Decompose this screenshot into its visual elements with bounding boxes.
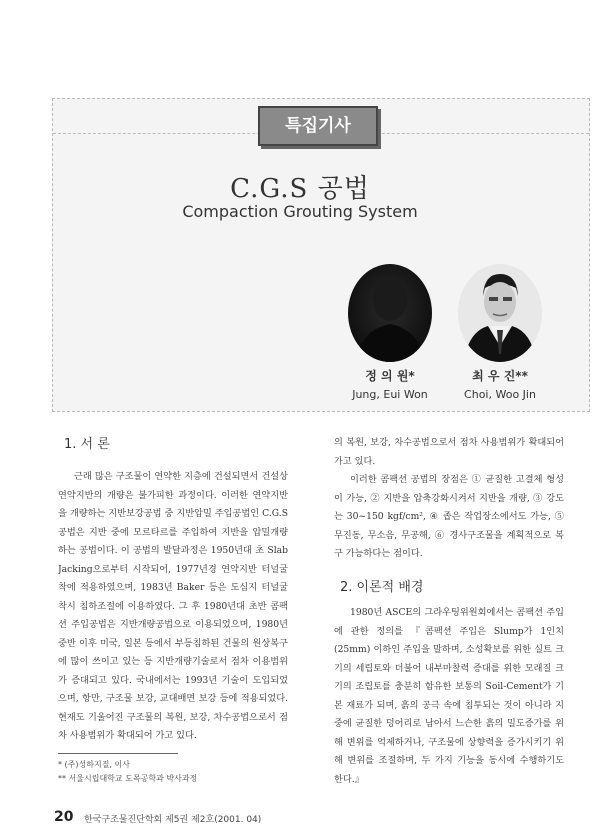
section-1-paragraph-2: 이러한 콤팩션 공법의 장점은 ① 균질한 고결체 형성이 가능, ② 지반을 압축강화시켜서 지반을 개량, ③ 강도는 30~150 kgf/cm², ④ 좁은 작업장소에서도 가능, ⑤ 무진동, 무소음, 무공해, ⑥ 경사구조물을 계획적으로 복구 가능하다는 점이다. xyxy=(334,474,564,559)
section-1-paragraph-1: 근래 많은 구조물이 연약한 지층에 건설되면서 건설상 연약지반의 개량은 불가피한 과정이다. 이러한 연약지반을 개량하는 지반보강공법 중 지반압밀 주입공법인 C.G.S공법은 지반 중에 모르타르를 주입하여 지반을 압밀개량하는 공법이다. 이 공법의 발달과정은 1950년대 초 Slab Jacking으로부터 시작되어, 1977년경 연약지반 터널굴착에 적용하였으며, 1983년 Baker 등은 도심지 터널굴착시 침하조절에 이용하였다. 그 후 1980년대 초반 콤팩션 주입공법은 지반개량공법으로 이용되었으며, 1980년 중반 이후 미국, 일본 등에서 부등침하된 건물의 원상복구에 많이 쓰이고 있는 등 지반개량기술로서 점차 이용범위가 증대되고 있다. 국내에서는 1993년 기술이 도입되었으며, 항만, 구조물 보강, 교대배면 보강 등에 적용되었다. 현재도 기울어진 구조물의 복원, 보강, 차수공법으로서 점차 사용범위가 확대되어 가고 있다. xyxy=(58,471,288,740)
author-1-name-ko: 정 의 원* xyxy=(365,369,415,383)
column-right-top xyxy=(334,434,564,574)
author-photo-1 xyxy=(348,264,432,362)
section-2-paragraph-1: 1980년 ASCE의 그라우팅위원회에서는 콤팩션 주입에 관한 정의를 『콤팩션 주입은 Slump가 1인치(25mm) 이하인 주입을 말하며, 소성확보를 위한 실트 크기의 세립토와 더불어 내부마찰력 증대를 위한 모래질 크기의 조립토를 충분히 함유한 보통의 Soil-Cement가 기본 재료가 되며, 흙의 공극 속에 침투되는 것이 아니라 지중에 균질한 덩어리로 남아서 느슨한 흙의 밀도증가를 위해 변위를 억제하거나, 구조물에 상향력을 증가시키기 위해 변위를 조절하며, 두 가지 기능을 동시에 수행하기도 한다.』 xyxy=(334,607,564,785)
author-2-name-en: Choi, Woo Jin xyxy=(464,388,536,401)
section-tag: 특집기사 xyxy=(258,106,378,146)
article-title: C.G.S 공법 xyxy=(230,174,370,204)
footnote-1: * (주)성하지질, 이사 xyxy=(58,760,130,769)
footnote-rule xyxy=(58,753,178,754)
article-subtitle: Compaction Grouting System xyxy=(182,202,418,221)
journal-footer: 한국구조물진단학회 제5권 제2호(2001. 04) xyxy=(84,815,262,825)
author-photo-2 xyxy=(458,264,542,362)
page-number: 20 xyxy=(54,809,74,825)
column-right-bottom xyxy=(334,604,564,790)
footnote-2: ** 서울시립대학교 도목공학과 박사과정 xyxy=(58,774,198,783)
section-1-title: 1. 서 론 xyxy=(64,437,110,452)
section-2-title: 2. 이론적 배경 xyxy=(340,580,424,595)
section-1-paragraph-1-continued: 의 복원, 보강, 차수공법으로서 점차 사용범위가 확대되어 가고 있다. xyxy=(334,437,564,467)
author-1-name-en: Jung, Eui Won xyxy=(352,388,428,401)
column-left xyxy=(58,468,288,740)
author-2-name-ko: 최 우 진** xyxy=(472,369,528,383)
